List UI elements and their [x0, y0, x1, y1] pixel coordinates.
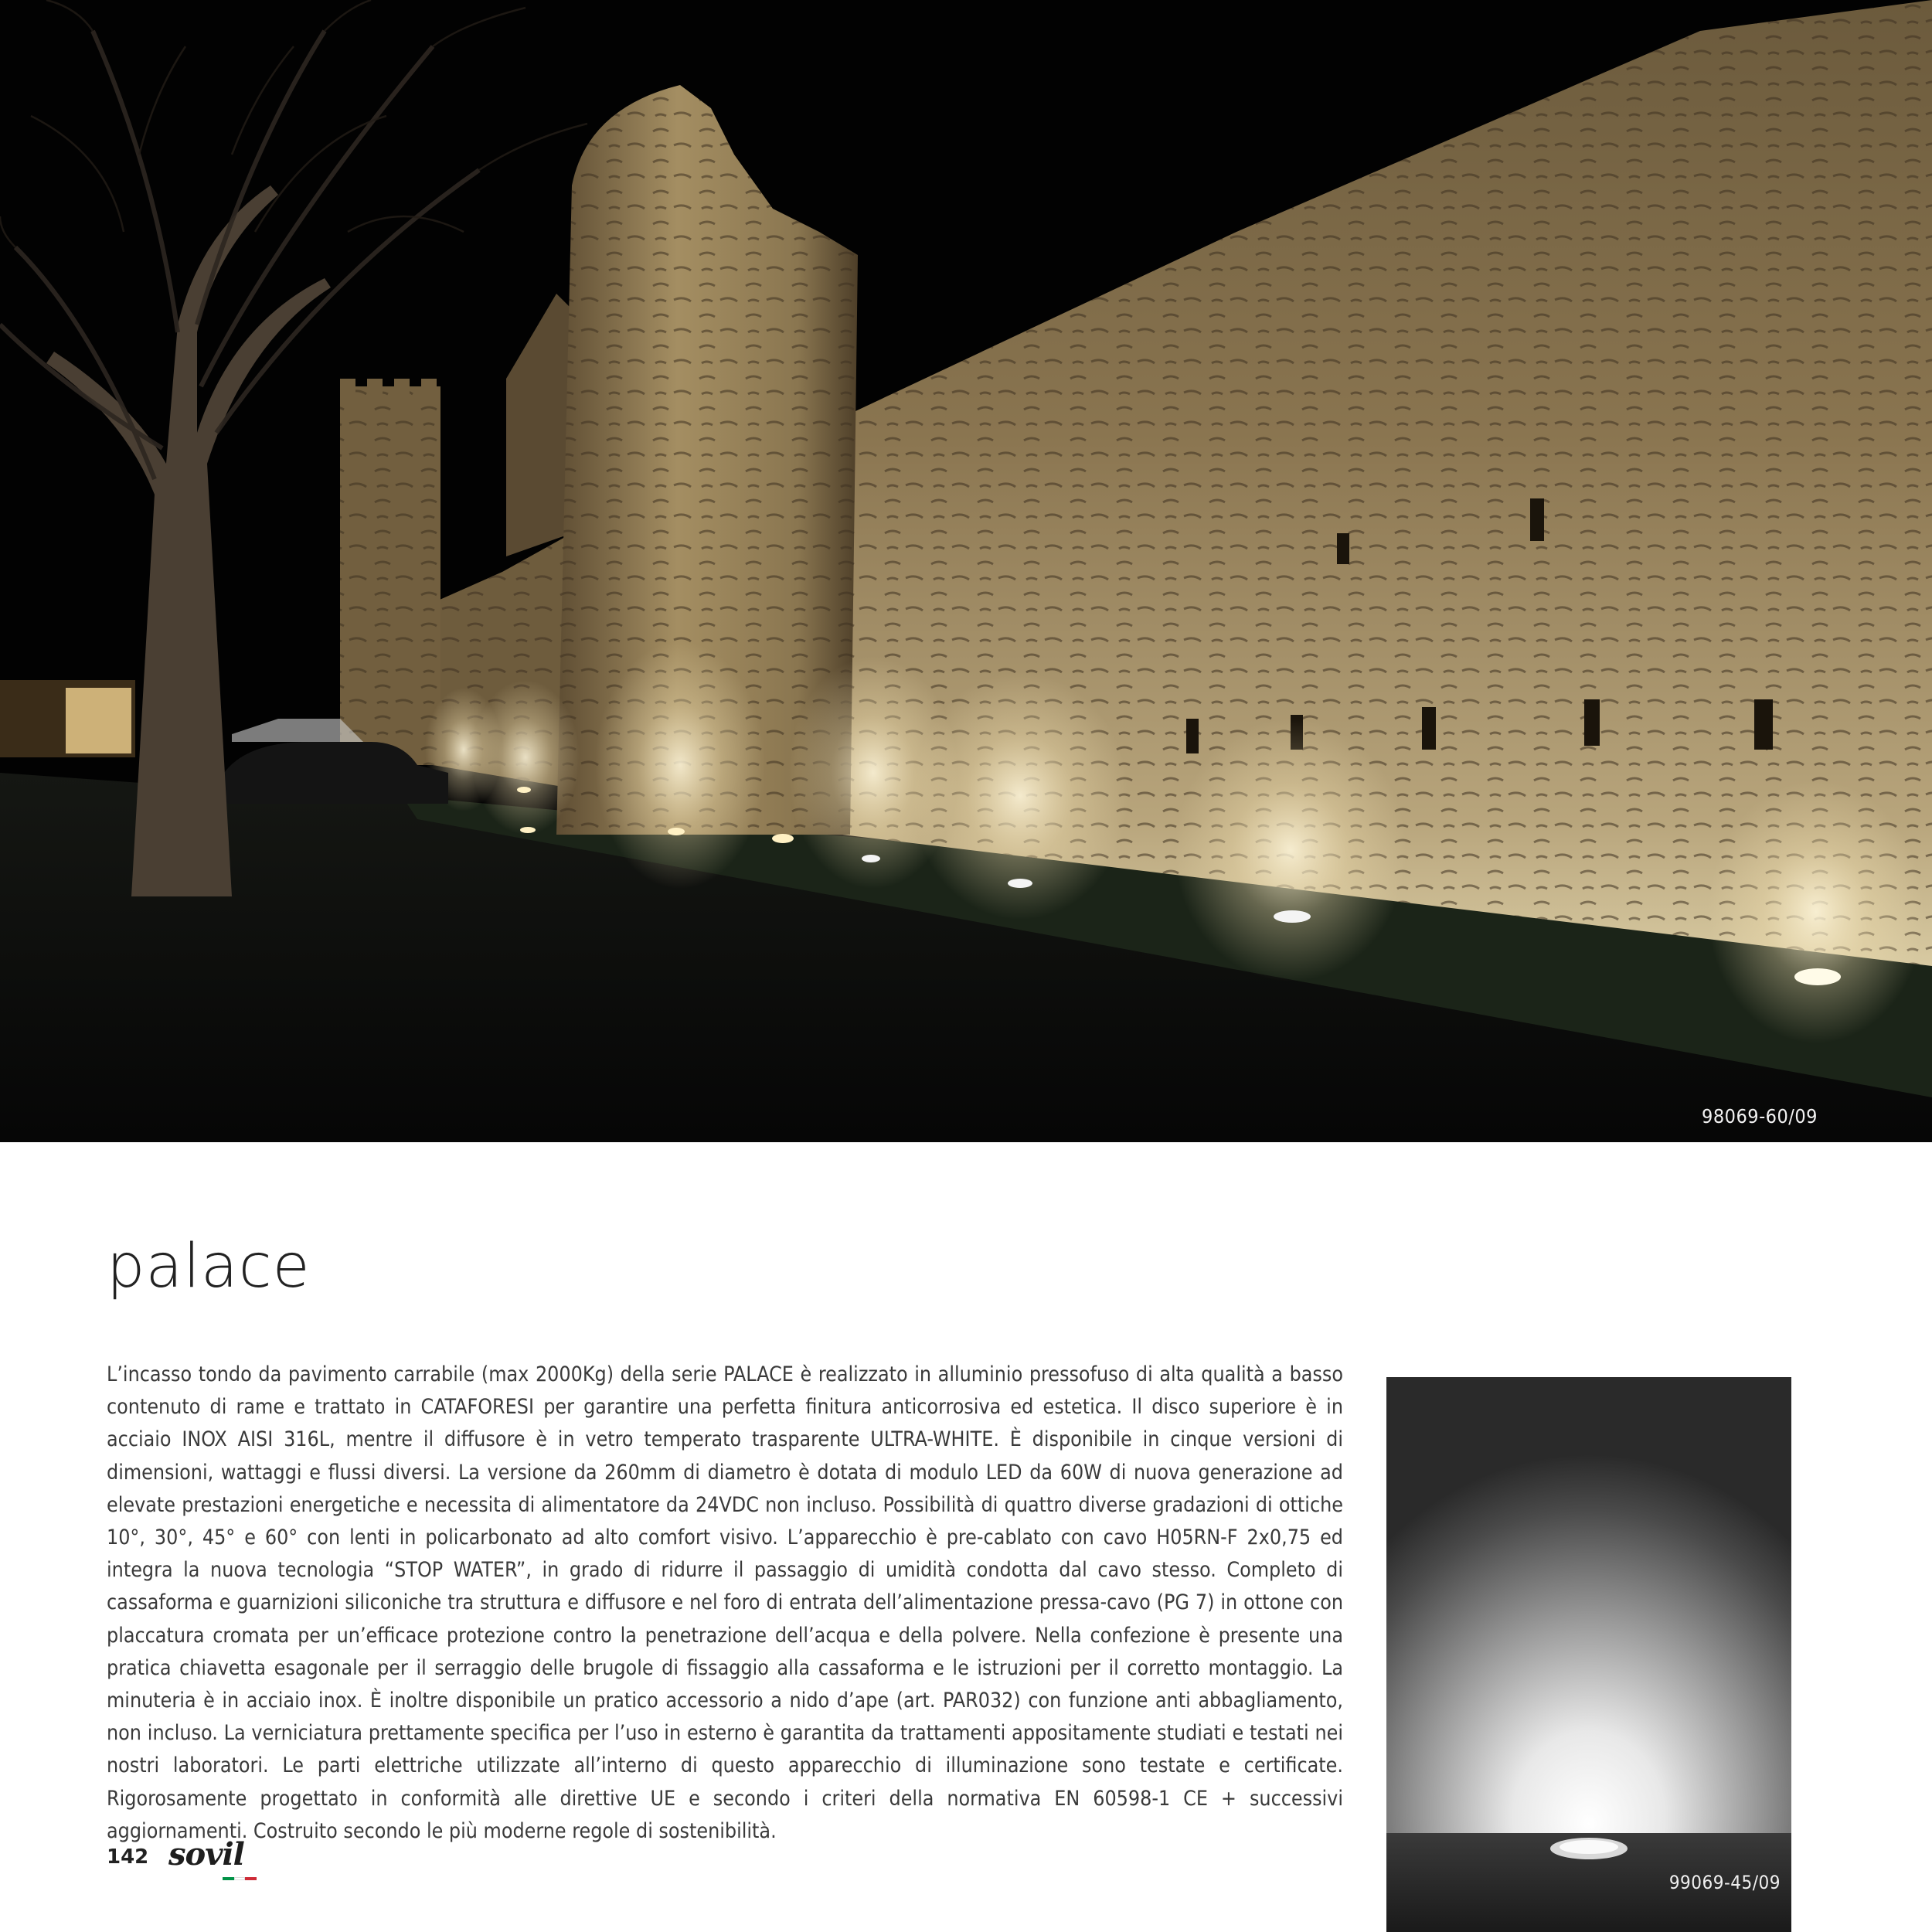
page-number: 142 [107, 1845, 149, 1869]
italian-flag-stripe [223, 1870, 257, 1873]
product-photo [1386, 1377, 1791, 1932]
product-code: 99069-45/09 [1668, 1872, 1781, 1893]
page-title: palace [107, 1232, 311, 1301]
light-beam-illustration [1386, 1377, 1791, 1932]
hero-product-code: 98069-60/09 [1702, 1105, 1818, 1128]
product-description: L’incasso tondo da pavimento carrabile (max 2000Kg) della serie PALACE è realizzato in alluminio pressofuso di alta qualità a basso contenuto di rame e trattato in CATAFORESI per garantire una perfetta finitura anticorrosiva ed estetica. Il disco superiore è in acciaio INOX AISI 316L, mentre il diffusore è in vetro temperato trasparente ULTRA-WHITE. È disponibile in cinque versioni di dimensioni, wattaggi e flussi diversi. La versione da 260mm di diametro è dotata di modulo LED da 60W di nuova generazione ad elevate prestazioni energetiche e necessita di alimentatore da 24VDC non incluso. Possibilità di quattro diverse gradazioni di ottiche 10°, 30°, 45° e 60° con lenti in policarbonato ad alto comfort visivo. L’apparecchio è pre-cablato con cavo H05RN-F 2x0,75 ed integra la nuova tecnologia “STOP WATER”, in grado di ridurre il passaggio di umidità condotta dal cavo stesso. Completo di cassaforma e guarnizioni siliconiche tra struttura e diffusore e nel foro di entrata dell’alimentazione pressa-cavo (PG 7) in ottone con placcatura cromata per un’efficace protezione contro la penetrazione dell’acqua e della polvere. Nella confezione è presente una pratica chiavetta esagonale per il serraggio delle brugole di fissaggio alla cassaforma e le istruzioni per il corretto montaggio. La minuteria è in acciaio inox. È inoltre disponibile un pratico accessorio a nido d’ape (art. PAR032) con funzione anti abbagliamento, non incluso. La verniciatura prettamente specifica per l’uso in esterno è garantita da trattamenti appositamente studiati e testati nei nostri laboratori. Le parti elettriche utilizzate all’interno di questo apparecchio di illuminazione sono testate e certificate. Rigorosamente progettato in conformità alle direttive UE e secondo i criteri della normativa EN 60598-1 CE + successivi aggiornamenti. Costruito secondo le più moderne regole di sostenibilità. [107, 1362, 1343, 1843]
brand-logo [168, 1838, 261, 1876]
brand-wordmark: sovil [168, 1836, 244, 1872]
